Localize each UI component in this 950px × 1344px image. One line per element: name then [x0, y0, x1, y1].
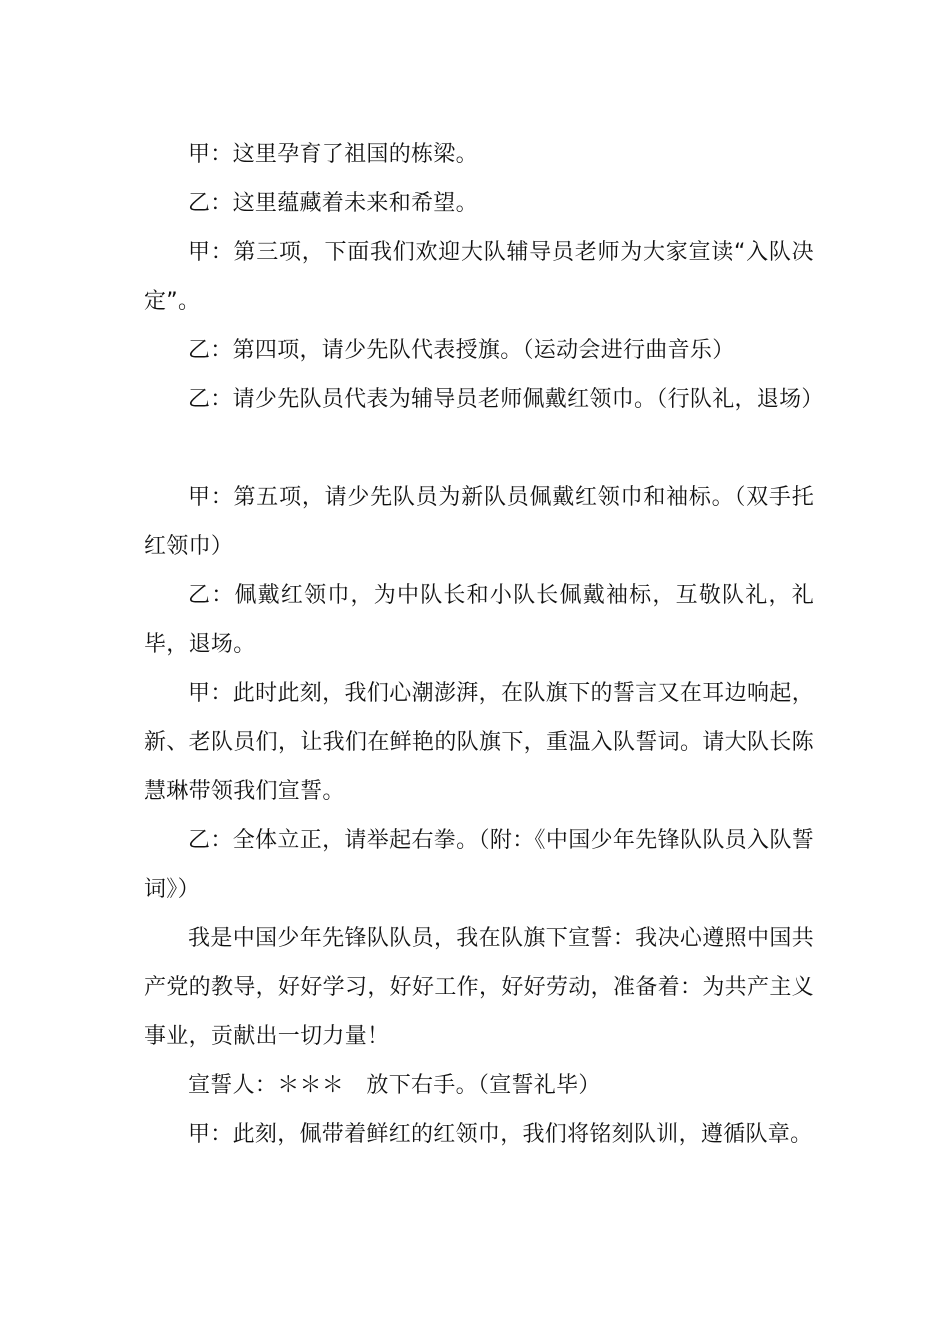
paragraph-11: 宣誓人：＊＊＊ 放下右手。（宣誓礼毕）	[188, 1073, 601, 1098]
paragraph-9: 乙：全体立正，请举起右拳。（附：《中国少年先锋队队员入队誓词》）	[144, 828, 814, 902]
paragraph-12: 甲：此刻，佩带着鲜红的红领巾，我们将铭刻队训，遵循队章。	[188, 1122, 813, 1147]
paragraph-4: 乙：第四项，请少先队代表授旗。（运动会进行曲音乐）	[188, 338, 735, 363]
paragraph-gap	[144, 424, 814, 473]
paragraph-5: 乙：请少先队员代表为辅导员老师佩戴红领巾。（行队礼，退场）	[188, 387, 824, 412]
oath-text: 我是中国少年先锋队队员，我在队旗下宣誓：我决心遵照中国共产党的教导，好好学习，好好工作，好好劳动，准备着：为共产主义事业，贡献出一切力量！	[144, 926, 814, 1049]
paragraph-2: 乙：这里蕴藏着未来和希望。	[188, 191, 478, 216]
document-body	[144, 130, 824, 1159]
paragraph-6: 甲：第五项，请少先队员为新队员佩戴红领巾和袖标。（双手托红领巾）	[144, 485, 814, 559]
paragraph-8: 甲：此时此刻，我们心潮澎湃，在队旗下的誓言又在耳边响起，新、老队员们，让我们在鲜艳的队旗下，重温入队誓词。请大队长陈慧琳带领我们宣誓。	[144, 681, 814, 804]
paragraph-1: 甲：这里孕育了祖国的栋梁。	[188, 142, 478, 167]
paragraph-3: 甲：第三项，下面我们欢迎大队辅导员老师为大家宣读“入队决定”。	[144, 240, 814, 314]
paragraph-7: 乙：佩戴红领巾，为中队长和小队长佩戴袖标，互敬队礼，礼毕，退场。	[144, 583, 814, 657]
